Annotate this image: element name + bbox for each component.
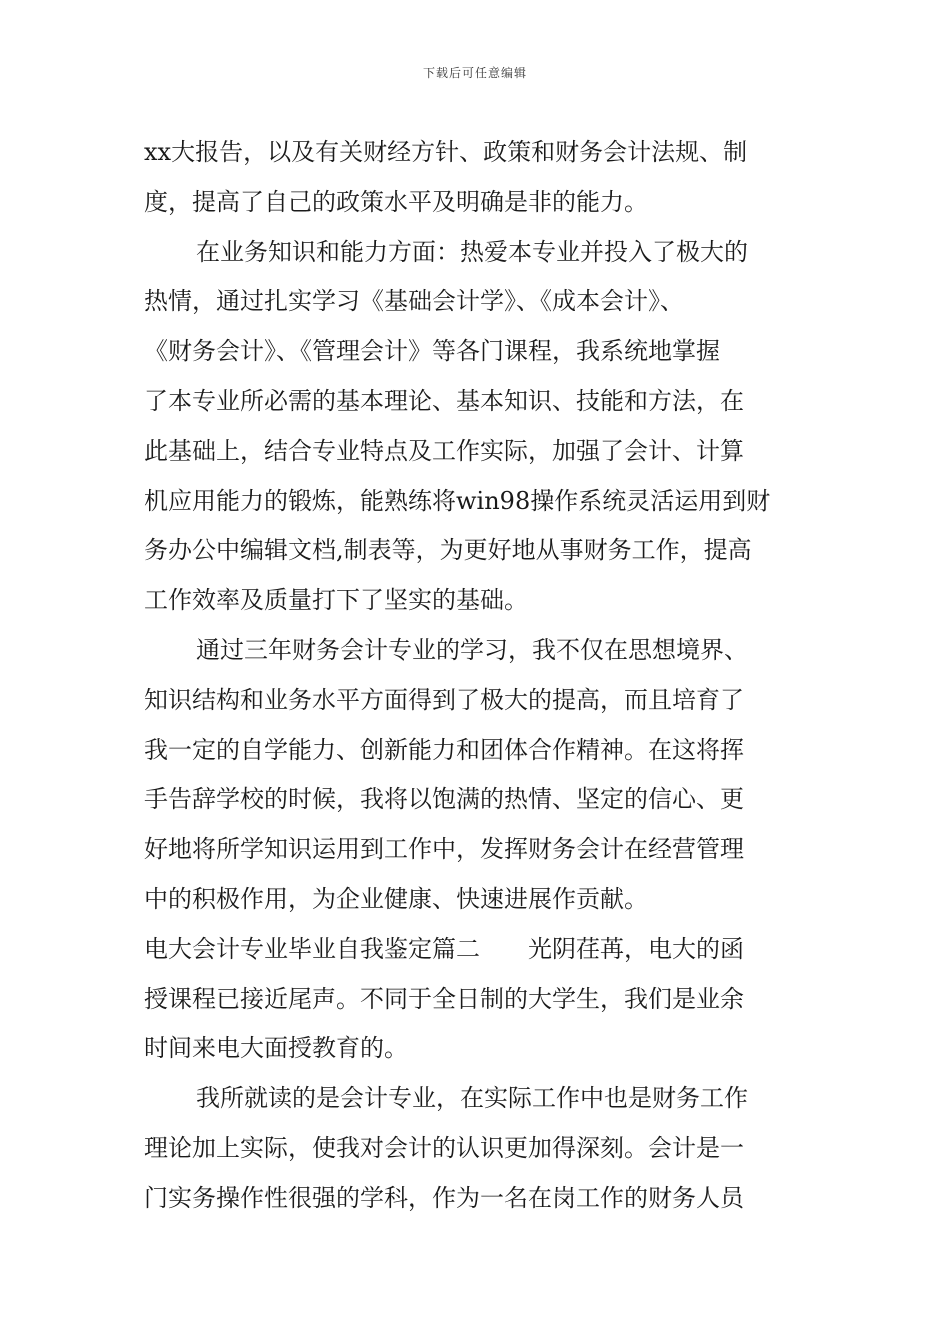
text-line: 手告辞学校的时候，我将以饱满的热情、坚定的信心、更: [144, 785, 744, 814]
text-line: 知识结构和业务水平方面得到了极大的提高，而且培育了: [144, 685, 744, 714]
text-line: 理论加上实际，使我对会计的认识更加得深刻。会计是一: [144, 1133, 744, 1162]
text-line: 热情，通过扎实学习《基础会计学》、《成本会计》、: [144, 287, 684, 316]
paragraph-start-line: 通过三年财务会计专业的学习，我不仅在思想境界、: [196, 635, 748, 664]
document-body: [144, 128, 808, 1224]
text-line: 此基础上，结合专业特点及工作实际，加强了会计、计算: [144, 436, 744, 465]
text-line: 中的积极作用，为企业健康、快速进展作贡献。: [144, 884, 648, 913]
text-line: 《财务会计》、《管理会计》等各门课程，我系统地掌握: [144, 337, 720, 366]
text-line: 门实务操作性很强的学科，作为一名在岗工作的财务人员: [144, 1183, 744, 1212]
text-line: 好地将所学知识运用到工作中，发挥财务会计在经营管理: [144, 835, 744, 864]
paragraph-start-line: 我所就读的是会计专业，在实际工作中也是财务工作: [196, 1084, 748, 1113]
text-line: 机应用能力的锻炼，能熟练将win98操作系统灵活运用到财: [144, 486, 771, 515]
text-line: 授课程已接近尾声。不同于全日制的大学生，我们是业余: [144, 984, 744, 1013]
page-header-note: 下载后可任意编辑: [422, 66, 527, 80]
section-heading: 电大会计专业毕业自我鉴定篇二: [144, 934, 480, 963]
text-line: 时间来电大面授教育的。: [144, 1034, 408, 1063]
text-line: 度，提高了自己的政策水平及明确是非的能力。: [144, 187, 648, 216]
text-line: 务办公中编辑文档,制表等，为更好地从事财务工作，提高: [144, 536, 752, 565]
section-heading-text: 光阴荏苒，电大的函: [528, 934, 744, 963]
text-line: 工作效率及质量打下了坚实的基础。: [144, 586, 528, 615]
text-line: 我一定的自学能力、创新能力和团体合作精神。在这将挥: [144, 735, 744, 764]
text-line: 了本专业所必需的基本理论、基本知识、技能和方法，在: [144, 386, 744, 415]
paragraph-start-line: 在业务知识和能力方面：热爱本专业并投入了极大的: [196, 237, 748, 266]
text-line: xx大报告，以及有关财经方针、政策和财务会计法规、制: [144, 138, 748, 166]
section-heading-line: [144, 925, 808, 975]
